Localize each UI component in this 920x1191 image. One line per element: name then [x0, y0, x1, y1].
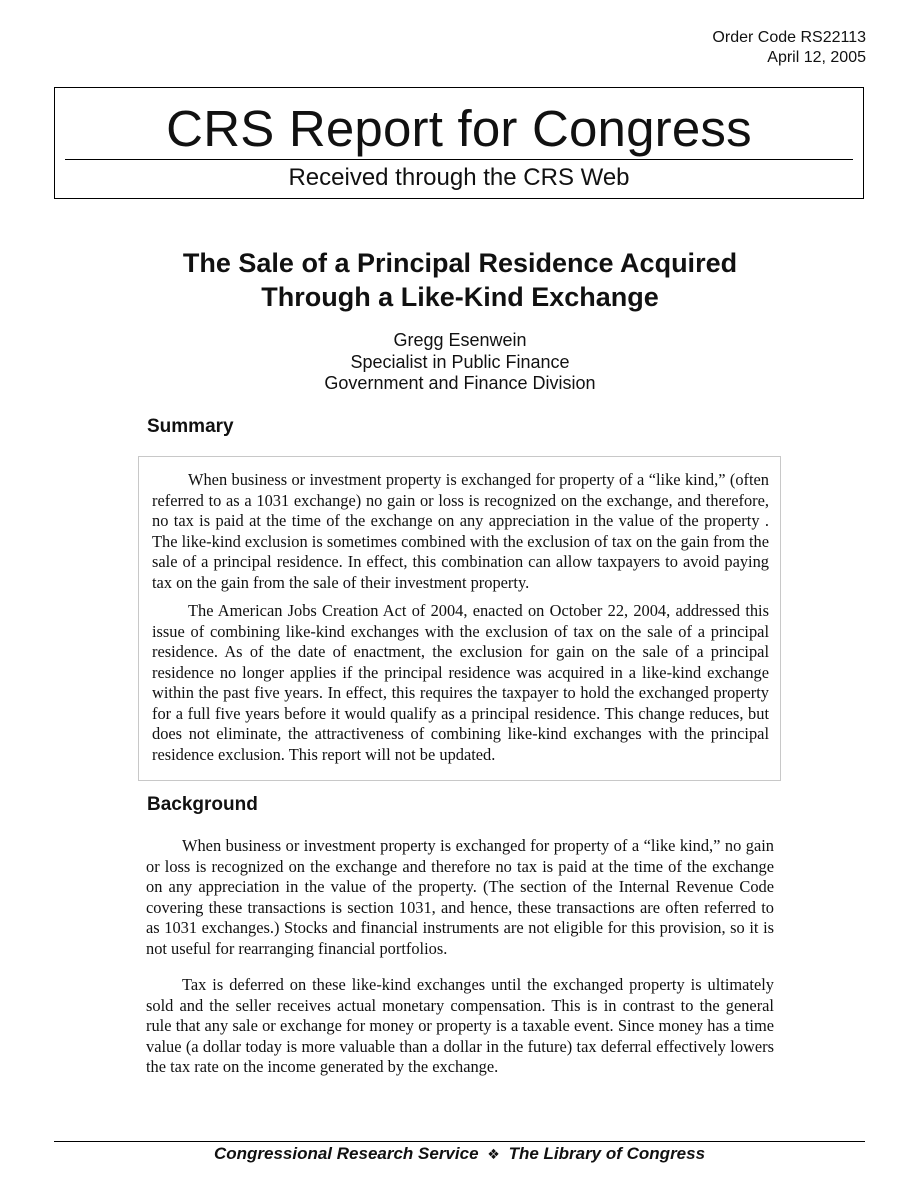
report-title-line: Through a Like-Kind Exchange: [261, 282, 659, 312]
report-date: April 12, 2005: [767, 49, 866, 66]
author-name: Gregg Esenwein: [393, 330, 527, 350]
order-code: Order Code RS22113: [712, 29, 866, 46]
footer-rule: [54, 1141, 865, 1142]
background-paragraph: Tax is deferred on these like-kind exchanges until the exchanged property is ultimately sold and the seller receives actual monetary compensation. This is in contrast to the general rule that any sale or exchange for money or property is a taxable event. Since money has a time value (a dollar today is more valuable than a dollar in the future) tax deferral effectively lowers the tax rate on the income generated by the exchange.: [146, 975, 774, 1076]
page-footer: [54, 1143, 865, 1165]
report-title: [120, 246, 800, 314]
background-body: [146, 836, 774, 1094]
background-paragraph: When business or investment property is exchanged for property of a “like kind,” no gain or loss is recognized on the exchange and therefore no tax is paid at the time of the exchange on any appreciation in the value of the property. (The section of the Internal Revenue Code covering these transactions is section 1031, and hence, these transactions are often referred to as 1031 exchanges.) Stocks and financial instruments are not eligible for this provision, so it is not useful for rearranging financial portfolios.: [146, 836, 774, 958]
background-heading: Background: [147, 794, 258, 815]
author-block: [220, 330, 700, 395]
masthead-subtitle: Received through the CRS Web: [288, 164, 630, 191]
summary-paragraph: The American Jobs Creation Act of 2004, enacted on October 22, 2004, addressed this issue of combining like-kind exchanges with the exclusion of tax on the sale of a principal residence. As of the date of enactment, the exclusion for gain on the sale of a principal residence no longer applies if the principal residence was acquired in a like-kind exchange within the past five years. In effect, this requires the taxpayer to hold the exchanged property for a full five years before it would qualify as a principal residence. This change reduces, but does not eliminate, the attractiveness of combining like-kind exchanges with the principal residence exclusion. This report will not be updated.: [152, 601, 769, 764]
summary-box: [138, 456, 781, 781]
summary-paragraph: When business or investment property is exchanged for property of a “like kind,” (often referred to as a 1031 exchange) no gain or loss is recognized on the exchange, and therefore, no tax is paid at the time of the exchange on any appreciation in the value of the property . The like-kind exclusion is sometimes combined with the exclusion of tax on the gain from the sale of a principal residence. In effect, this combination can allow taxpayers to avoid paying tax on the gain from the sale of their investment property.: [152, 470, 769, 592]
author-title: Specialist in Public Finance: [350, 351, 570, 372]
footer-loc: The Library of Congress: [508, 1144, 706, 1163]
author-division: Government and Finance Division: [324, 373, 596, 393]
summary-heading: Summary: [147, 416, 234, 437]
order-code-block: [712, 28, 866, 68]
footer-crs: Congressional Research Service: [213, 1144, 479, 1163]
masthead-box: [54, 87, 864, 199]
diamond-separator-icon: ❖: [487, 1146, 500, 1162]
masthead-rule: [65, 159, 853, 160]
masthead-title: CRS Report for Congress: [166, 100, 752, 157]
report-title-line: The Sale of a Principal Residence Acquired: [182, 248, 738, 278]
